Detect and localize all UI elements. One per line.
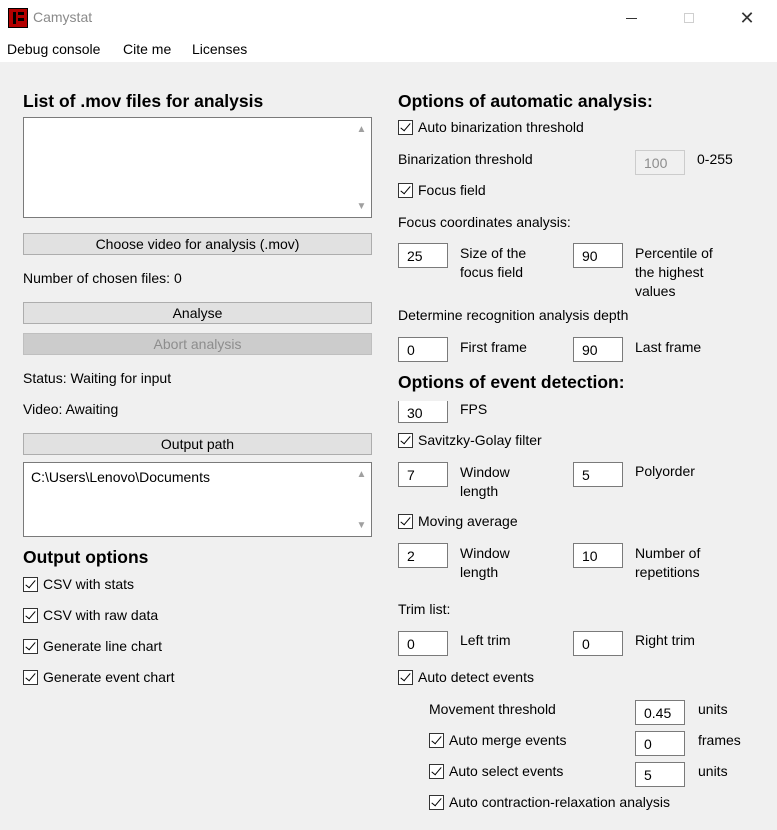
checkbox-label: CSV with stats bbox=[43, 576, 135, 592]
first-frame-label: First frame bbox=[460, 339, 527, 355]
output-path-value: C:\Users\Lenovo\Documents bbox=[31, 469, 210, 485]
focus-size-label: Size of the focus field bbox=[460, 245, 527, 280]
checkbox-checked-icon bbox=[398, 514, 413, 529]
scroll-down-icon[interactable]: ▼ bbox=[356, 519, 367, 531]
checkbox-label: Auto binarization threshold bbox=[418, 119, 584, 135]
minimize-button[interactable] bbox=[608, 0, 654, 36]
output-options-heading: Output options bbox=[23, 547, 149, 567]
first-frame-input[interactable]: 0 bbox=[398, 337, 448, 362]
checkbox-label: Auto select events bbox=[449, 763, 564, 779]
fps-label: FPS bbox=[460, 401, 488, 417]
binarization-label: Binarization threshold bbox=[398, 151, 533, 167]
title-bar bbox=[0, 0, 777, 36]
output-path-button[interactable]: Output path bbox=[23, 433, 372, 455]
checkbox-checked-icon bbox=[398, 183, 413, 198]
chosen-files-count: Number of chosen files: 0 bbox=[23, 270, 182, 286]
checkbox-checked-icon bbox=[429, 764, 444, 779]
sg-polyorder-label: Polyorder bbox=[635, 463, 695, 479]
checkbox-checked-icon bbox=[23, 639, 38, 654]
checkbox-label: Auto merge events bbox=[449, 732, 567, 748]
merge-frames-unit: frames bbox=[698, 732, 741, 748]
movement-threshold-label: Movement threshold bbox=[429, 701, 556, 717]
trim-list-label: Trim list: bbox=[398, 601, 451, 617]
menu-licenses[interactable]: Licenses bbox=[192, 41, 248, 57]
auto-merge-checkbox[interactable] bbox=[429, 732, 567, 748]
checkbox-checked-icon bbox=[398, 120, 413, 135]
sg-window-label: Window length bbox=[460, 464, 510, 499]
select-units-unit: units bbox=[698, 763, 728, 779]
status-text: Status: Waiting for input bbox=[23, 370, 172, 386]
checkbox-label: Generate line chart bbox=[43, 638, 163, 654]
left-trim-label: Left trim bbox=[460, 632, 511, 648]
analyse-button[interactable]: Analyse bbox=[23, 302, 372, 324]
focus-coords-label: Focus coordinates analysis: bbox=[398, 214, 571, 230]
close-icon: ✕ bbox=[739, 7, 755, 28]
binarization-threshold-input[interactable]: 100 bbox=[635, 150, 685, 175]
left-trim-input[interactable]: 0 bbox=[398, 631, 448, 656]
ma-repetitions-input[interactable]: 10 bbox=[573, 543, 623, 568]
files-heading: List of .mov files for analysis bbox=[23, 91, 264, 111]
last-frame-input[interactable]: 90 bbox=[573, 337, 623, 362]
output-path-scrollbar[interactable] bbox=[352, 463, 371, 536]
checkbox-label: Moving average bbox=[418, 513, 518, 529]
right-trim-input[interactable]: 0 bbox=[573, 631, 623, 656]
checkbox-checked-icon bbox=[429, 795, 444, 810]
checkbox-label: Savitzky-Golay filter bbox=[418, 432, 542, 448]
choose-video-button[interactable]: Choose video for analysis (.mov) bbox=[23, 233, 372, 255]
last-frame-label: Last frame bbox=[635, 339, 702, 355]
merge-frames-input[interactable]: 0 bbox=[635, 731, 685, 756]
ma-repetitions-label: Number of repetitions bbox=[635, 545, 701, 580]
moving-average-checkbox[interactable] bbox=[398, 513, 518, 529]
checkbox-checked-icon bbox=[23, 670, 38, 685]
checkbox-checked-icon bbox=[23, 608, 38, 623]
checkbox-checked-icon bbox=[23, 577, 38, 592]
savgol-checkbox[interactable] bbox=[398, 432, 542, 448]
csv-stats-checkbox[interactable] bbox=[23, 576, 134, 592]
percentile-label: Percentile of the highest values bbox=[635, 245, 713, 299]
checkbox-label: Focus field bbox=[418, 182, 486, 198]
event-chart-checkbox[interactable] bbox=[23, 669, 175, 685]
checkbox-label: Auto detect events bbox=[418, 669, 534, 685]
close-button[interactable] bbox=[724, 0, 770, 36]
checkbox-checked-icon bbox=[398, 670, 413, 685]
auto-contraction-checkbox[interactable] bbox=[429, 794, 670, 810]
fps-input[interactable]: 30 bbox=[398, 401, 448, 423]
file-list[interactable] bbox=[23, 117, 372, 218]
binarization-range: 0-255 bbox=[697, 151, 733, 167]
line-chart-checkbox[interactable] bbox=[23, 638, 162, 654]
percentile-input[interactable]: 90 bbox=[573, 243, 623, 268]
auto-binarization-checkbox[interactable] bbox=[398, 119, 584, 135]
maximize-button[interactable] bbox=[666, 0, 712, 36]
scroll-up-icon[interactable]: ▲ bbox=[356, 123, 367, 135]
minimize-icon bbox=[626, 18, 637, 19]
scroll-up-icon[interactable]: ▲ bbox=[356, 468, 367, 480]
checkbox-label: Generate event chart bbox=[43, 669, 175, 685]
checkbox-label: Auto contraction-relaxation analysis bbox=[449, 794, 671, 810]
menu-cite-me[interactable]: Cite me bbox=[123, 41, 172, 57]
auto-analysis-heading: Options of automatic analysis: bbox=[398, 91, 653, 111]
sg-window-input[interactable]: 7 bbox=[398, 462, 448, 487]
abort-analysis-button[interactable]: Abort analysis bbox=[23, 333, 372, 355]
right-trim-label: Right trim bbox=[635, 632, 695, 648]
menu-debug-console[interactable]: Debug console bbox=[7, 41, 101, 57]
focus-field-checkbox[interactable] bbox=[398, 182, 486, 198]
maximize-icon bbox=[684, 13, 694, 23]
video-status-text: Video: Awaiting bbox=[23, 401, 119, 417]
file-list-scrollbar[interactable] bbox=[352, 118, 371, 217]
checkbox-checked-icon bbox=[429, 733, 444, 748]
ma-window-input[interactable]: 2 bbox=[398, 543, 448, 568]
auto-detect-events-checkbox[interactable] bbox=[398, 669, 534, 685]
app-icon bbox=[8, 8, 28, 28]
ma-window-label: Window length bbox=[460, 545, 510, 580]
movement-threshold-input[interactable]: 0.45 bbox=[635, 700, 685, 725]
sg-polyorder-input[interactable]: 5 bbox=[573, 462, 623, 487]
focus-size-input[interactable]: 25 bbox=[398, 243, 448, 268]
event-detection-heading: Options of event detection: bbox=[398, 372, 625, 392]
menu-bar bbox=[0, 36, 777, 62]
checkbox-checked-icon bbox=[398, 433, 413, 448]
scroll-down-icon[interactable]: ▼ bbox=[356, 200, 367, 212]
output-path-field[interactable] bbox=[23, 462, 372, 537]
depth-label: Determine recognition analysis depth bbox=[398, 307, 629, 323]
checkbox-label: CSV with raw data bbox=[43, 607, 159, 623]
select-units-input[interactable]: 5 bbox=[635, 762, 685, 787]
movement-threshold-unit: units bbox=[698, 701, 728, 717]
auto-select-checkbox[interactable] bbox=[429, 763, 563, 779]
csv-raw-checkbox[interactable] bbox=[23, 607, 158, 623]
window-title: Camystat bbox=[33, 9, 93, 25]
